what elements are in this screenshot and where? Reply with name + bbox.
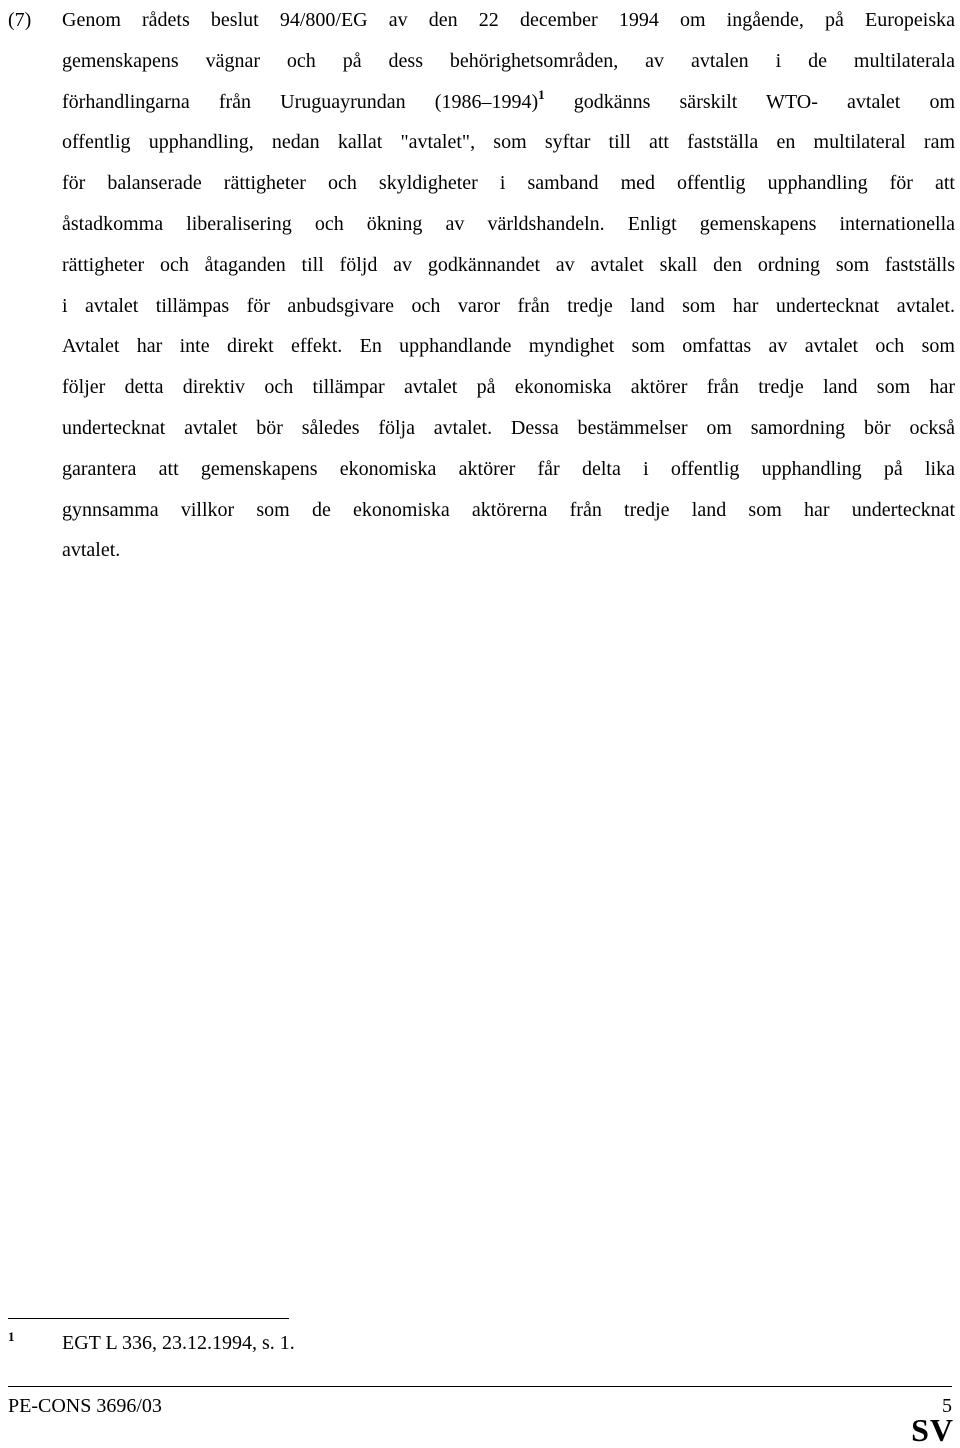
text-line: rättigheter och åtaganden till följd av godkännandet av avtalet skall den ordning som fastställs xyxy=(62,253,955,276)
footnote-reference[interactable]: 1 xyxy=(538,86,545,102)
text-line: följer detta direktiv och tillämpar avtalet på ekonomiska aktörer från tredje land som har xyxy=(62,376,955,399)
text-line: offentlig upphandling, nedan kallat "avtalet", som syftar till att fastställa en multilateral ram xyxy=(62,131,955,154)
footnote-divider xyxy=(8,1318,289,1319)
document-reference: PE-CONS 3696/03 xyxy=(8,1395,162,1417)
text-line-with-footnote xyxy=(62,82,955,123)
text-line: undertecknat avtalet bör således följa avtalet. Dessa bestämmelser om samordning bör också xyxy=(62,416,955,439)
footnote-text: EGT L 336, 23.12.1994, s. 1. xyxy=(62,1332,295,1354)
page-number: 5 xyxy=(942,1395,952,1417)
text-line: för balanserade rättigheter och skyldigheter i samband med offentlig upphandling för att xyxy=(62,172,955,195)
text-fragment: förhandlingarna från Uruguayrundan (1986–1994) xyxy=(62,90,539,113)
text-line: i avtalet tillämpas för anbudsgivare och varor från tredje land som har undertecknat avtalet. xyxy=(62,294,955,317)
text-line: garantera att gemenskapens ekonomiska aktörer får delta i offentlig upphandling på lika xyxy=(62,457,955,480)
text-line: åstadkomma liberalisering och ökning av världshandeln. Enligt gemenskapens internationella xyxy=(62,212,955,235)
footer-divider xyxy=(8,1386,952,1387)
paragraph-body xyxy=(62,0,955,571)
text-fragment: godkänns särskilt WTO- avtalet om xyxy=(544,90,955,113)
paragraph-number: (7) xyxy=(8,9,32,31)
text-line: Genom rådets beslut 94/800/EG av den 22 december 1994 om ingående, på Europeiska xyxy=(62,9,955,31)
footnote-marker: 1 xyxy=(8,1329,15,1344)
text-line: gynnsamma villkor som de ekonomiska aktörerna från tredje land som har undertecknat xyxy=(62,498,955,521)
text-line: avtalet. xyxy=(62,539,121,562)
text-line: Avtalet har inte direkt effekt. En upphandlande myndighet som omfattas av avtalet och som xyxy=(62,335,955,358)
language-code: SV xyxy=(911,1412,954,1448)
text-line: gemenskapens vägnar och på dess behörighetsområden, av avtalen i de multilaterala xyxy=(62,49,955,72)
